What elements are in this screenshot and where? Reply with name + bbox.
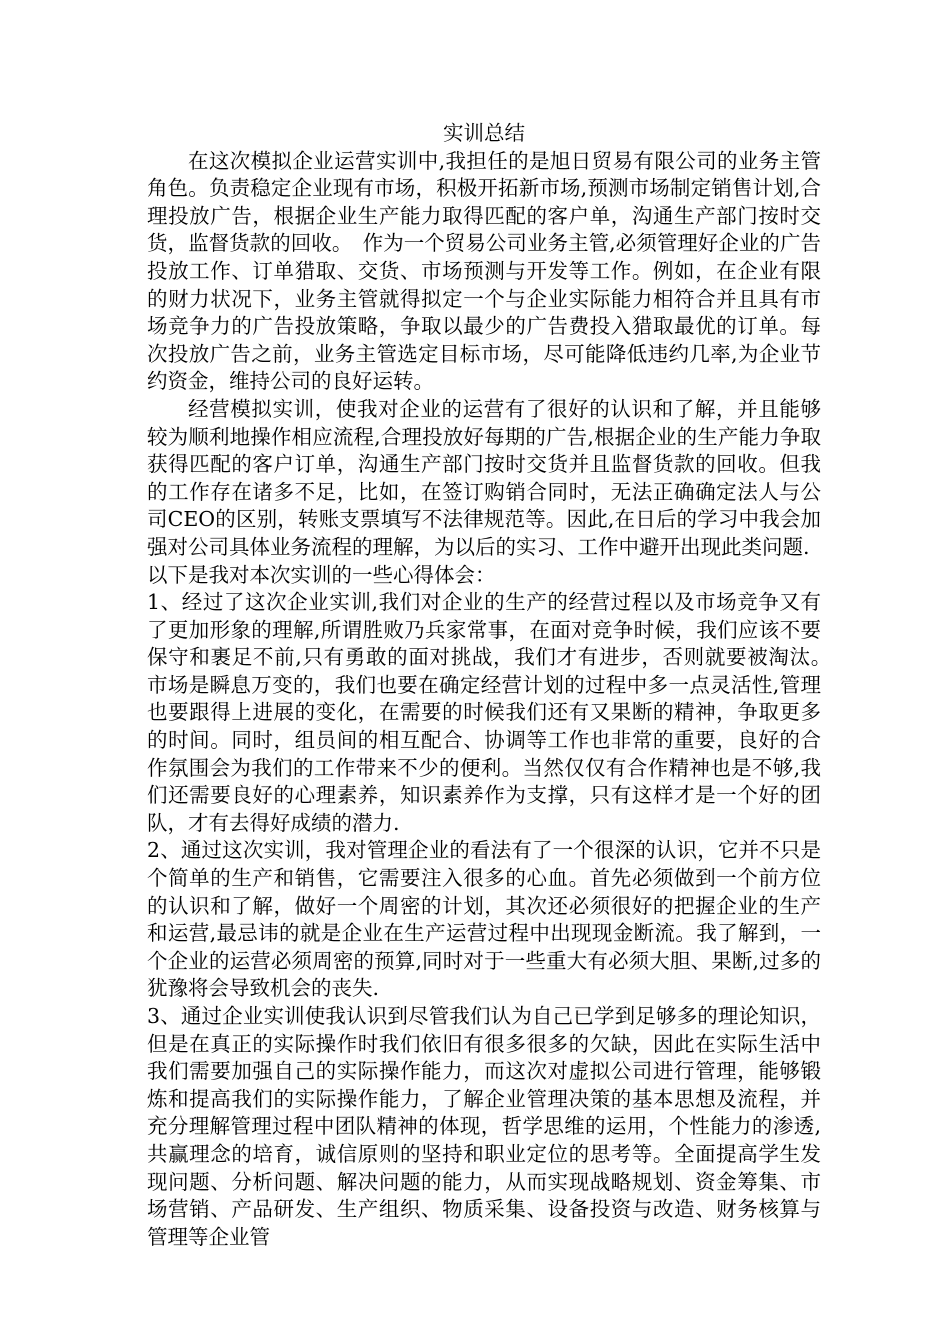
paragraph-point-2: 2、通过这次实训，我对管理企业的看法有了一个很深的认识，它并不只是个简单的生产和销售，它需要注入很多的心血。首先必须做到一个前方位的认识和了解，做好一个周密的计划，其次还必须很好的把握企业的生产和运营,最忌讳的就是企业在生产运营过程中出现现金断流。我了解到，一个企业的运营必须周密的预算,同时对于一些重大有必须大胆、果断,过多的犹豫将会导致机会的丧失. — [147, 838, 821, 1001]
paragraph-intro: 在这次模拟企业运营实训中,我担任的是旭日贸易有限公司的业务主管角色。负责稳定企业现有市场，积极开拓新市场,预测市场制定销售计划,合理投放广告，根据企业生产能力取得匹配的客户单，沟通生产部门按时交货，监督货款的回收。 作为一个贸易公司业务主管,必须管理好企业的广告投放工作、订单猎取、交货、市场预测与开发等工作。例如，在企业有限的财力状况下，业务主管就得拟定一个与企业实际能力相符合并且具有市场竞争力的广告投放策略，争取以最少的广告费投入猎取最优的订单。每次投放广告之前，业务主管选定目标市场，尽可能降低违约几率,为企业节约资金，维持公司的良好运转。 — [147, 148, 821, 394]
document-title: 实训总结 — [443, 121, 525, 145]
paragraph-lead-in: 以下是我对本次实训的一些心得体会： — [147, 562, 496, 587]
document-page — [147, 120, 842, 1251]
paragraph-point-1: 1、经过了这次企业实训,我们对企业的生产的经营过程以及市场竞争又有了更加形象的理解,所谓胜败乃兵家常事，在面对竞争时候，我们应该不要保守和裹足不前,只有勇敢的面对挑战，我们才有进步，否则就要被淘汰。 市场是瞬息万变的，我们也要在确定经营计划的过程中多一点灵活性,管理也要跟得上进展的变化，在需要的时候我们还有又果断的精神，争取更多的时间。同时，组员间的相互配合、协调等工作也非常的重要，良好的合作氛围会为我们的工作带来不少的便利。当然仅仅有合作精神也是不够,我们还需要良好的心理素养，知识素养作为支撑，只有这样才是一个好的团队，才有去得好成绩的潜力. — [147, 590, 842, 835]
paragraph-point-3: 3、通过企业实训使我认识到尽管我们认为自己已学到足够多的理论知识，但是在真正的实际操作时我们依旧有很多很多的欠缺，因此在实际生活中我们需要加强自己的实际操作能力，而这次对虚拟公司进行管理，能够锻炼和提高我们的实际操作能力，了解企业管理决策的基本思想及流程，并充分理解管理过程中团队精神的体现，哲学思维的运用，个性能力的渗透,共赢理念的培育，诚信原则的坚持和职业定位的思考等。全面提高学生发现问题、分析问题、解决问题的能力，从而实现战略规划、资金筹集、市场营销、产品研发、生产组织、物质采集、设备投资与改造、财务核算与管理等企业管 — [147, 1004, 821, 1249]
paragraph-reflection: 经营模拟实训，使我对企业的运营有了很好的认识和了解，并且能够较为顺利地操作相应流程,合理投放好每期的广告,根据企业的生产能力争取获得匹配的客户订单，沟通生产部门按时交货并且监督货款的回收。但我的工作存在诸多不足，比如，在签订购销合同时，无法正确确定法人与公司CEO的区别，转账支票填写不法律规范等。因此,在日后的学习中我会加强对公司具体业务流程的理解，为以后的实习、工作中避开出现此类问题. — [147, 396, 821, 559]
